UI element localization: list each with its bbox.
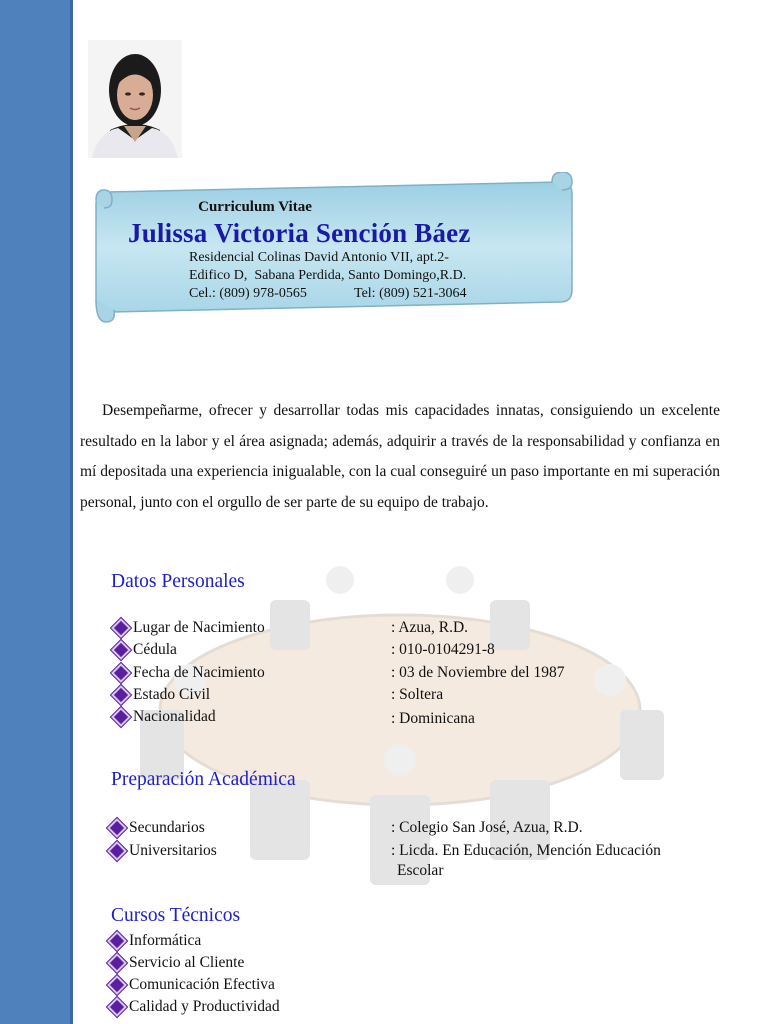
objective-paragraph <box>80 396 720 518</box>
profile-photo <box>88 40 182 158</box>
personal-data-heading: Datos Personales <box>111 571 245 592</box>
diamond-bullet-icon <box>107 931 127 951</box>
address-line-2: Edifico D, Sabana Perdida, Santo Domingo,R.D. <box>189 268 467 283</box>
academic-value-continued: Escolar <box>397 862 444 879</box>
personal-value: : Azua, R.D. <box>391 619 469 636</box>
personal-label: Nacionalidad <box>133 708 216 725</box>
address-line-1: Residencial Colinas David Antonio VII, apt.2- <box>189 250 449 265</box>
course-item: Comunicación Efectiva <box>129 976 275 993</box>
cv-label: Curriculum Vitae <box>198 199 312 215</box>
academic-label: Universitarios <box>129 842 217 859</box>
left-accent-bar <box>0 0 73 1024</box>
personal-label: Estado Civil <box>133 686 211 703</box>
diamond-bullet-icon <box>107 997 127 1017</box>
academic-value: : Colegio San José, Azua, R.D. <box>391 819 583 836</box>
objective-text: Desempeñarme, ofrecer y desarrollar todas mis capacidades innatas, consiguiendo un excelente resultado en la labor y el área asignada; además, adquirir a través de la responsabilidad y confianza en mí depositada una experiencia inigualable, con la cual conseguiré un paso importante en mi superación personal, junto con el orgullo de ser parte de su equipo de trabajo. <box>80 402 720 511</box>
course-item: Informática <box>129 932 202 949</box>
personal-label: Fecha de Nacimiento <box>133 664 265 681</box>
personal-value: : 010-0104291-8 <box>391 641 495 658</box>
academic-label: Secundarios <box>129 819 205 836</box>
personal-value: : Dominicana <box>391 710 475 727</box>
personal-label: Lugar de Nacimiento <box>133 619 265 636</box>
candidate-name: Julissa Victoria Sención Báez <box>128 218 471 248</box>
personal-value: : Soltera <box>391 686 444 703</box>
personal-value: : 03 de Noviembre del 1987 <box>391 664 565 681</box>
diamond-bullet-icon <box>107 975 127 995</box>
tel-phone: Tel: (809) 521-3064 <box>354 286 467 301</box>
cel-phone: Cel.: (809) 978-0565 <box>189 286 307 301</box>
diamond-bullet-icon <box>107 953 127 973</box>
courses-heading: Cursos Técnicos <box>111 905 241 926</box>
course-item: Servicio al Cliente <box>129 954 245 971</box>
academic-heading: Preparación Académica <box>111 769 296 790</box>
academic-value: : Licda. En Educación, Mención Educación <box>391 842 661 859</box>
personal-label: Cédula <box>133 641 177 658</box>
course-item: Calidad y Productividad <box>129 998 280 1015</box>
